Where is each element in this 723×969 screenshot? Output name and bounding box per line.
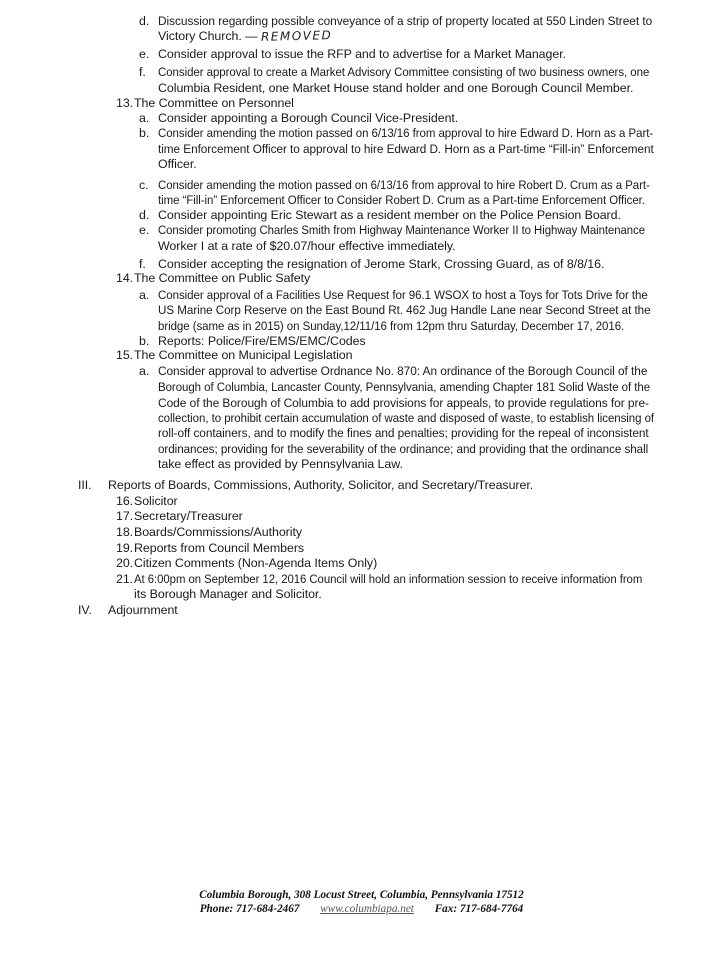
item-marker: a. [139, 364, 150, 378]
item-text: collection, to prohibit certain accumulation of waste and disposed of waste, to establish licensing of [158, 411, 655, 425]
item-text: Adjournment [108, 603, 178, 617]
item-text: Citizen Comments (Non-Agenda Items Only) [134, 556, 378, 570]
item-marker: 16. [116, 494, 134, 508]
item-text: The Committee on Personnel [134, 96, 294, 110]
item-marker: 14. [116, 271, 134, 285]
item-marker: c. [139, 178, 149, 192]
item-marker: 13. [116, 96, 134, 110]
handwritten-removed-note: REMOVED [261, 28, 333, 44]
item-marker: b. [139, 126, 150, 140]
item-text: Consider appointing a Borough Council Vice-President. [158, 111, 459, 125]
item-text: Consider approval of a Facilities Use Request for 96.1 WSOX to host a Toys for Tots Drive for the [158, 288, 648, 302]
item-text: Reports: Police/Fire/EMS/EMC/Codes [158, 334, 366, 348]
item-marker: 19. [116, 541, 134, 555]
item-text: ordinances; providing for the severability of the ordinance; and providing that the ordinance shall [158, 442, 649, 456]
item-marker: d. [139, 14, 150, 28]
item-text: Worker I at a rate of $20.07/hour effective immediately. [158, 239, 456, 253]
item-text: Boards/Commissions/Authority [134, 525, 302, 539]
item-text: Consider amending the motion passed on 6/13/16 from approval to hire Edward D. Horn as a Part- [158, 126, 654, 140]
footer-address: Columbia Borough, 308 Locust Street, Columbia, Pennsylvania 17512 [199, 889, 524, 901]
item-text: roll-off containers, and to modify the fines and penalties; providing for the repeal of inconsistent [158, 426, 649, 440]
item-marker: f. [139, 257, 146, 271]
item-text: Columbia Resident, one Market House stand holder and one Borough Council Member. [158, 81, 634, 95]
item-text: Consider amending the motion passed on 6/13/16 from approval to hire Robert D. Crum as a Part- [158, 178, 650, 192]
item-text: Code of the Borough of Columbia to add provisions for appeals, to provide regulations for pre- [158, 396, 649, 410]
item-text: time “Fill-in” Enforcement Officer to Consider Robert D. Crum as a Part-time Enforcement Officer. [158, 193, 645, 207]
item-text: Secretary/Treasurer [134, 509, 243, 523]
item-marker: 18. [116, 525, 134, 539]
item-text: Officer. [158, 157, 197, 171]
item-text: Solicitor [134, 494, 178, 508]
item-text: bridge (same as in 2015) on Sunday,12/11/16 from 12pm thru Saturday, December 17, 2016. [158, 319, 625, 333]
footer-contact [0, 903, 723, 916]
item-text: Discussion regarding possible conveyance of a strip of property located at 550 Linden Street to [158, 14, 653, 28]
item-marker: a. [139, 111, 150, 125]
item-marker: e. [139, 223, 150, 237]
item-text: US Marine Corp Reserve on the East Bound Rt. 462 Jug Handle Lane near Second Street at the [158, 303, 651, 317]
item-text: The Committee on Public Safety [134, 271, 311, 285]
item-marker: b. [139, 334, 150, 348]
item-text: Consider promoting Charles Smith from Highway Maintenance Worker II to Highway Maintenance [158, 223, 645, 237]
item-marker: a. [139, 288, 150, 302]
item-text: The Committee on Municipal Legislation [134, 348, 353, 362]
item-text: take effect as provided by Pennsylvania Law. [158, 457, 403, 471]
item-text: Victory Church. — REMOVED [158, 28, 333, 44]
item-marker: IV. [78, 603, 92, 617]
item-text: its Borough Manager and Solicitor. [134, 587, 322, 601]
item-text: Consider appointing Eric Stewart as a resident member on the Police Pension Board. [158, 208, 621, 222]
item-marker: 15. [116, 348, 134, 362]
item-text: Reports of Boards, Commissions, Authority, Solicitor, and Secretary/Treasurer. [108, 478, 534, 492]
item-marker: d. [139, 208, 150, 222]
item-text: At 6:00pm on September 12, 2016 Council will hold an information session to receive information from [134, 572, 643, 586]
footer-phone: Phone: 717-684-2467 [199, 903, 300, 915]
footer-fax: Fax: 717-684-7764 [434, 903, 524, 915]
item-text: Consider accepting the resignation of Jerome Stark, Crossing Guard, as of 8/8/16. [158, 257, 605, 271]
item-text: Consider approval to create a Market Advisory Committee consisting of two business owners, one [158, 65, 650, 79]
item-marker: III. [78, 478, 92, 492]
item-marker: 17. [116, 509, 134, 523]
item-marker: f. [139, 65, 146, 79]
item-text: time Enforcement Officer to approval to hire Edward D. Horn as a Part-time “Fill-in” Enforcement [158, 142, 654, 156]
item-marker: 21. [116, 572, 134, 586]
item-marker: 20. [116, 556, 134, 570]
item-marker: e. [139, 47, 150, 61]
item-text: Borough of Columbia, Lancaster County, Pennsylvania, amending Chapter 181 Solid Waste of the [158, 380, 651, 394]
footer-website-link[interactable]: www.columbiapa.net [320, 903, 414, 915]
item-text: Reports from Council Members [134, 541, 305, 555]
item-text: Consider approval to issue the RFP and to advertise for a Market Manager. [158, 47, 566, 61]
item-text: Consider approval to advertise Ordnance No. 870: An ordinance of the Borough Council of the [158, 364, 648, 378]
